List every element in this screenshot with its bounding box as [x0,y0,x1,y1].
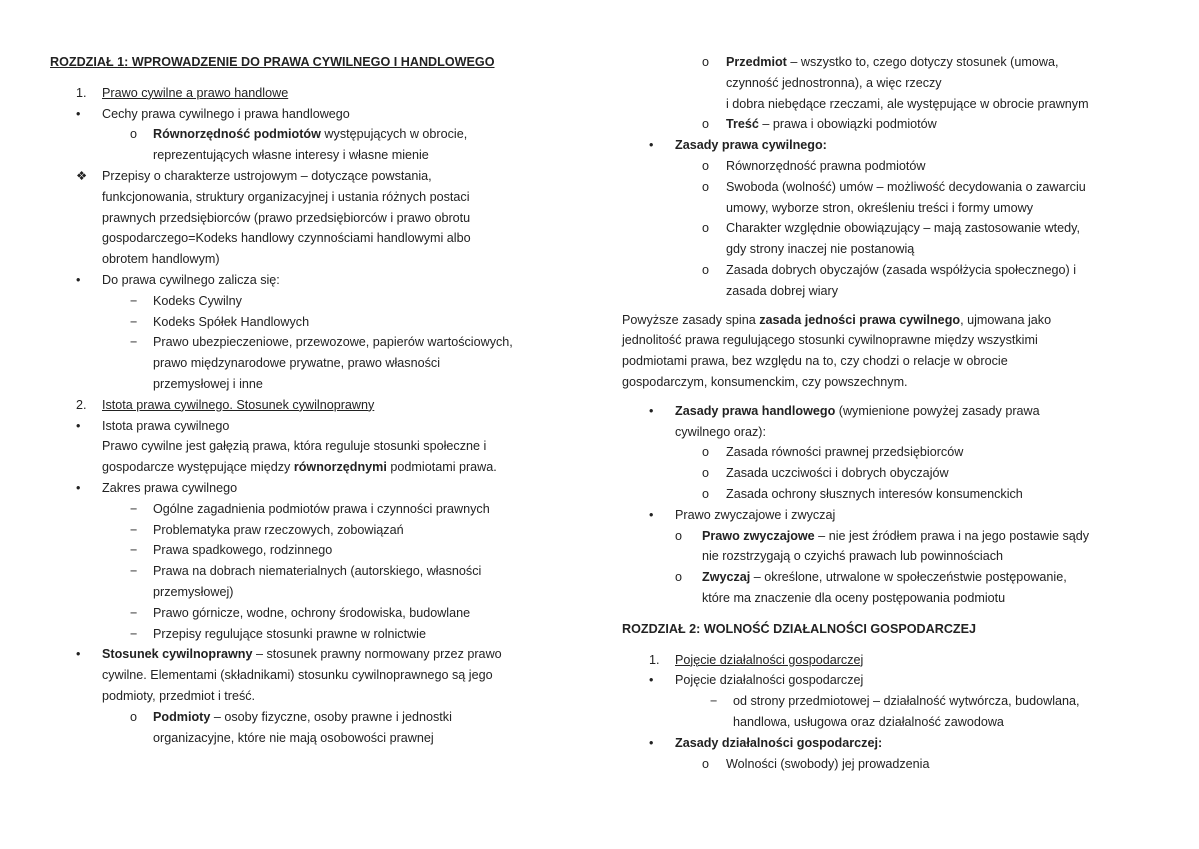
bullet-icon: • [76,272,81,287]
circle-bullet-icon: o [702,179,710,194]
bullet-icon: • [76,480,81,495]
list-item-continuation: gospodarczego=Kodeks handlowy czynnościami handlowymi albo [102,231,471,246]
circle-bullet-icon: o [702,466,710,481]
dash-icon: − [130,335,138,350]
circle-bullet-icon: o [675,570,683,585]
sub-list-item: o Przedmiot – wszystko to, czego dotyczy stosunek (umowa, [622,52,1152,73]
sub-list-item-continuation: organizacyjne, które nie mają osobowości prawnej [153,730,434,745]
bullet-icon: • [649,507,654,522]
dash-list-item-continuation: prawo międzynarodowe prywatne, prawo własności [153,356,440,371]
sub-list-item: o Zasada uczciwości i dobrych obyczajów [622,463,1152,484]
dash-icon: − [130,314,138,329]
dash-icon: − [130,543,138,558]
section-number: 1. [76,85,87,100]
dash-list-item-continuation: przemysłowej) [153,584,234,599]
bullet-icon: • [649,403,654,418]
section-title: Pojęcie działalności gospodarczej [675,652,864,667]
sub-list-item-continuation: reprezentujących własne interesy i własne mienie [153,148,429,163]
list-item: ❖ Przepisy o charakterze ustrojowym – dotyczące powstania, [50,166,580,187]
circle-bullet-icon: o [702,55,710,69]
list-item-continuation: gospodarcze występujące między równorzędnymi podmiotami prawa. [102,460,497,475]
sub-list-item-continuation: i dobra niebędące rzeczami, ale występujące w obrocie prawnym [726,96,1089,111]
circle-bullet-icon: o [702,158,710,173]
sub-list-item: o Zwyczaj – określone, utrwalone w społeczeństwie postępowanie, [622,567,1152,588]
sub-list-item: o Zasada dobrych obyczajów (zasada współżycia społecznego) i [622,260,1152,281]
left-column [50,52,580,748]
dash-list-item: − od strony przedmiotowej – działalność wytwórcza, budowlana, [622,691,1152,712]
circle-bullet-icon: o [702,445,710,460]
paragraph: Powyższe zasady spina zasada jedności prawa cywilnego, ujmowana jako [622,312,1052,327]
bullet-icon: • [76,418,81,433]
section-title: Istota prawa cywilnego. Stosunek cywilnoprawny [102,397,375,412]
bullet-icon: • [76,647,81,662]
circle-bullet-icon: o [130,127,138,142]
list-item-continuation: cywilnego oraz): [675,424,766,439]
list-item: • Zasady działalności gospodarczej: [622,733,1152,754]
sub-list-item: o Charakter względnie obowiązujący – mają zastosowanie wtedy, [622,218,1152,239]
list-item-continuation: Prawo cywilne jest gałęzią prawa, która reguluje stosunki społeczne i [102,439,487,454]
list-item: • Zakres prawa cywilnego [50,478,580,499]
sub-list-item: o Równorzędność prawna podmiotów [622,156,1152,177]
dash-icon: − [710,694,718,709]
dash-icon: − [130,564,138,579]
dash-icon: − [130,522,138,537]
section-1-heading [622,650,1152,671]
dash-icon: − [130,293,138,308]
dash-list-item-continuation: handlowa, usługowa oraz działalność zawodowa [733,714,1004,729]
section-number: 1. [649,652,660,667]
sub-list-item: o Równorzędność podmiotów występujących w obrocie, [50,124,580,145]
sub-list-item: o Podmioty – osoby fizyczne, osoby prawne i jednostki [50,707,580,728]
sub-list-item: o Prawo zwyczajowe – nie jest źródłem prawa i na jego postawie sądy [622,526,1152,547]
bullet-icon: • [649,735,654,750]
sub-list-item-continuation: które ma znaczenie dla oceny postępowania podmiotu [702,590,1006,605]
dash-list-item-continuation: przemysłowej i inne [153,376,263,391]
paragraph-line: gospodarczym, konsumenckim, czy powszechnym. [622,374,908,389]
list-item: • Stosunek cywilnoprawny – stosunek prawny normowany przez prawo [50,644,580,665]
sub-list-item: o Zasada równości prawnej przedsiębiorców [622,442,1152,463]
dash-list-item: − Ogólne zagadnienia podmiotów prawa i czynności prawnych [50,499,580,520]
section-2-heading [50,395,580,416]
list-item: • Pojęcie działalności gospodarczej [622,670,1152,691]
list-item: • Prawo zwyczajowe i zwyczaj [622,505,1152,526]
paragraph-line: jednolitość prawa regulującego stosunki cywilnoprawne między wszystkimi [622,333,1038,348]
list-item-continuation: prawnych przedsiębiorców (prawo przedsiębiorców i prawo obrotu [102,210,471,225]
circle-bullet-icon: o [702,756,710,771]
diamond-bullet-icon: ❖ [76,168,88,183]
sub-list-item-continuation: czynność jednostronna), a więc rzeczy [726,75,942,90]
dash-list-item: − Kodeks Cywilny [50,291,580,312]
list-item-continuation: obrotem handlowym) [102,252,220,267]
dash-list-item: − Prawa spadkowego, rodzinnego [50,540,580,561]
sub-list-item: o Wolności (swobody) jej prowadzenia [622,754,1152,775]
circle-bullet-icon: o [675,528,683,543]
chapter-1-title: ROZDZIAŁ 1: WPROWADZENIE DO PRAWA CYWILNEGO I HANDLOWEGO [50,55,495,69]
circle-bullet-icon: o [702,486,710,501]
right-column [622,52,1152,774]
paragraph-line: podmiotami prawa, bez względu na to, czy chodzi o relacje w obrocie [622,354,1008,369]
section-1-heading [50,83,580,104]
dash-icon: − [130,626,138,641]
dash-list-item: − Prawa na dobrach niematerialnych (autorskiego, własności [50,561,580,582]
list-item-continuation: cywilne. Elementami (składnikami) stosunku cywilnoprawnego są jego [102,668,493,683]
bullet-icon: • [76,106,81,121]
dash-list-item: − Prawo górnicze, wodne, ochrony środowiska, budowlane [50,603,580,624]
bullet-icon: • [649,138,654,153]
circle-bullet-icon: o [702,262,710,277]
dash-list-item: − Prawo ubezpieczeniowe, przewozowe, papierów wartościowych, [50,332,580,353]
list-item: • Do prawa cywilnego zalicza się: [50,270,580,291]
sub-list-item-continuation: nie rozstrzygają o czyichś prawach lub powinnościach [702,549,1003,564]
bullet-icon: • [649,673,654,688]
dash-icon: − [130,501,138,516]
sub-list-item: o Treść – prawa i obowiązki podmiotów [622,114,1152,135]
sub-list-item-continuation: gdy strony inaczej nie postanowią [726,242,915,257]
list-item-continuation: podmioty, przedmiot i treść. [102,688,256,703]
sub-list-item: o Zasada ochrony słusznych interesów konsumenckich [622,484,1152,505]
circle-bullet-icon: o [702,221,710,236]
dash-list-item: − Przepisy regulujące stosunki prawne w rolnictwie [50,624,580,645]
dash-list-item: − Kodeks Spółek Handlowych [50,312,580,333]
sub-list-item: o Swoboda (wolność) umów – możliwość decydowania o zawarciu [622,177,1152,198]
sub-list-item-continuation: zasada dobrej wiary [726,283,839,298]
list-item: • Zasady prawa handlowego (wymienione powyżej zasady prawa [622,401,1152,422]
list-item: • Istota prawa cywilnego [50,416,580,437]
chapter-2-title: ROZDZIAŁ 2: WOLNOŚĆ DZIAŁALNOŚCI GOSPODARCZEJ [622,621,977,636]
dash-icon: − [130,605,138,620]
circle-bullet-icon: o [702,117,710,132]
dash-list-item: − Problematyka praw rzeczowych, zobowiązań [50,520,580,541]
circle-bullet-icon: o [130,709,138,724]
sub-list-item-continuation: umowy, wyborze stron, określeniu treści i formy umowy [726,200,1034,215]
section-title: Prawo cywilne a prawo handlowe [102,85,289,100]
list-item: • Cechy prawa cywilnego i prawa handlowego [50,104,580,125]
list-item: • Zasady prawa cywilnego: [622,135,1152,156]
section-number: 2. [76,397,87,412]
list-item-continuation: funkcjonowania, struktury organizacyjnej i ustania różnych postaci [102,189,470,204]
